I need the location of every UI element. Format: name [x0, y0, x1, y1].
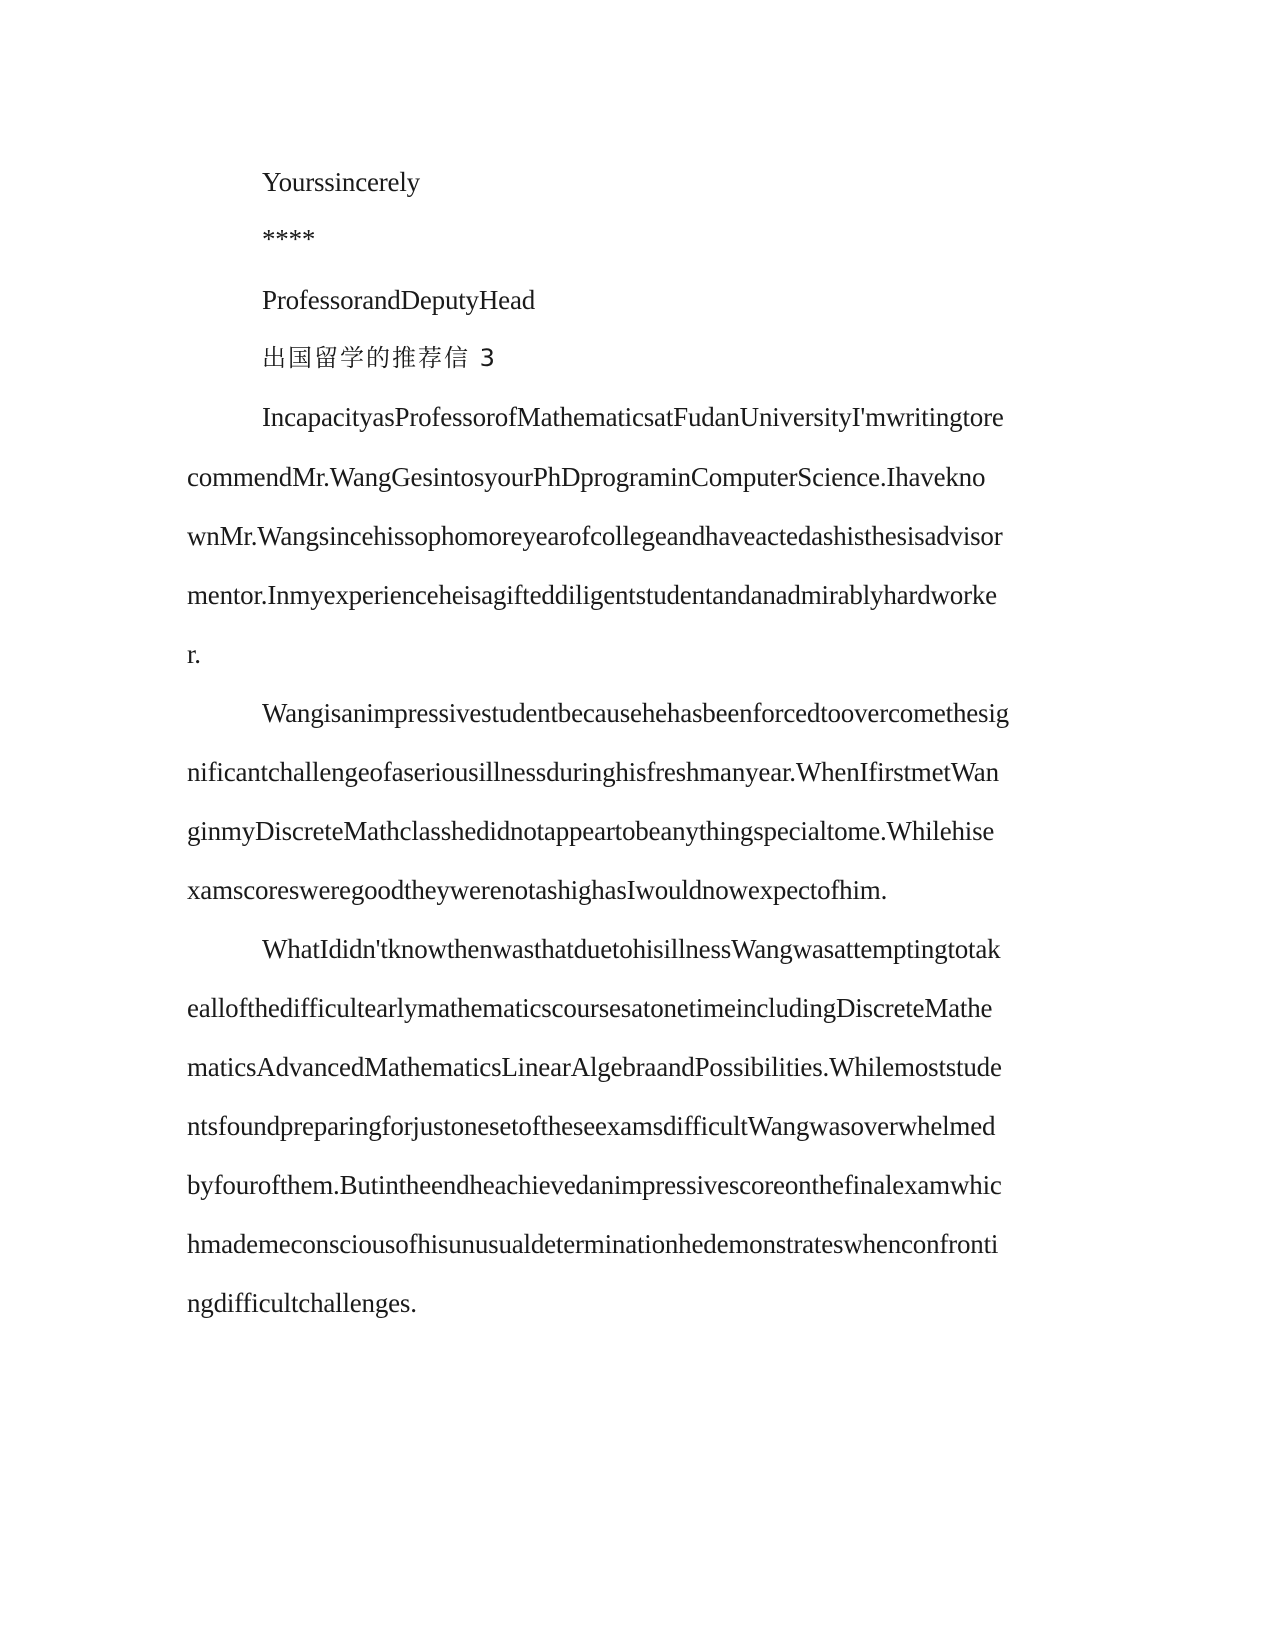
paragraph-2-line-3: ginmyDiscreteMathclasshedidnotappeartobeanythingspecialtome.Whilehise — [187, 816, 995, 846]
paragraph-1-line-1: IncapacityasProfessorofMathematicsatFudanUniversityI'mwritingtore — [262, 402, 1004, 432]
paragraph-1-line-5: r. — [187, 639, 201, 669]
closing-salutation: Yourssincerely — [262, 167, 420, 197]
closing-title: ProfessorandDeputyHead — [262, 285, 536, 315]
paragraph-1-line-2: commendMr.WangGesintosyourPhDprograminComputerScience.Ihavekno — [187, 462, 986, 492]
paragraph-3-line-1: WhatIdidn'tknowthenwasthatduetohisillnessWangwasattemptingtotak — [262, 934, 1001, 964]
paragraph-2-line-1: Wangisanimpressivestudentbecausehehasbeenforcedtoovercomethesig — [262, 698, 1009, 728]
paragraph-3-line-7: ngdifficultchallenges. — [187, 1288, 417, 1318]
paragraph-3-line-6: hmademeconsciousofhisunusualdeterminationhedemonstrateswhenconfronti — [187, 1229, 999, 1259]
paragraph-3-line-4: ntsfoundpreparingforjustonesetoftheseexamsdifficultWangwasoverwhelmed — [187, 1111, 996, 1141]
paragraph-3-line-2: eallofthedifficultearlymathematicscoursesatonetimeincludingDiscreteMathe — [187, 993, 993, 1023]
section-heading: 出国留学的推荐信 3 — [262, 344, 497, 372]
paragraph-1-line-4: mentor.Inmyexperienceheisagifteddiligentstudentandanadmirablyhardworke — [187, 580, 997, 610]
paragraph-2-line-2: nificantchallengeofaseriousillnessduringhisfreshmanyear.WhenIfirstmetWan — [187, 757, 999, 787]
closing-signature: **** — [262, 224, 316, 254]
paragraph-2-line-4: xamscoresweregoodtheywerenotashighasIwouldnowexpectofhim. — [187, 875, 888, 905]
paragraph-3-line-3: maticsAdvancedMathematicsLinearAlgebraandPossibilities.Whilemoststude — [187, 1052, 1002, 1082]
paragraph-1-line-3: wnMr.Wangsincehissophomoreyearofcollegeandhaveactedashisthesisadvisor — [187, 521, 1003, 551]
paragraph-3-line-5: byfourofthem.Butintheendheachievedanimpressivescoreonthefinalexamwhic — [187, 1170, 1002, 1200]
